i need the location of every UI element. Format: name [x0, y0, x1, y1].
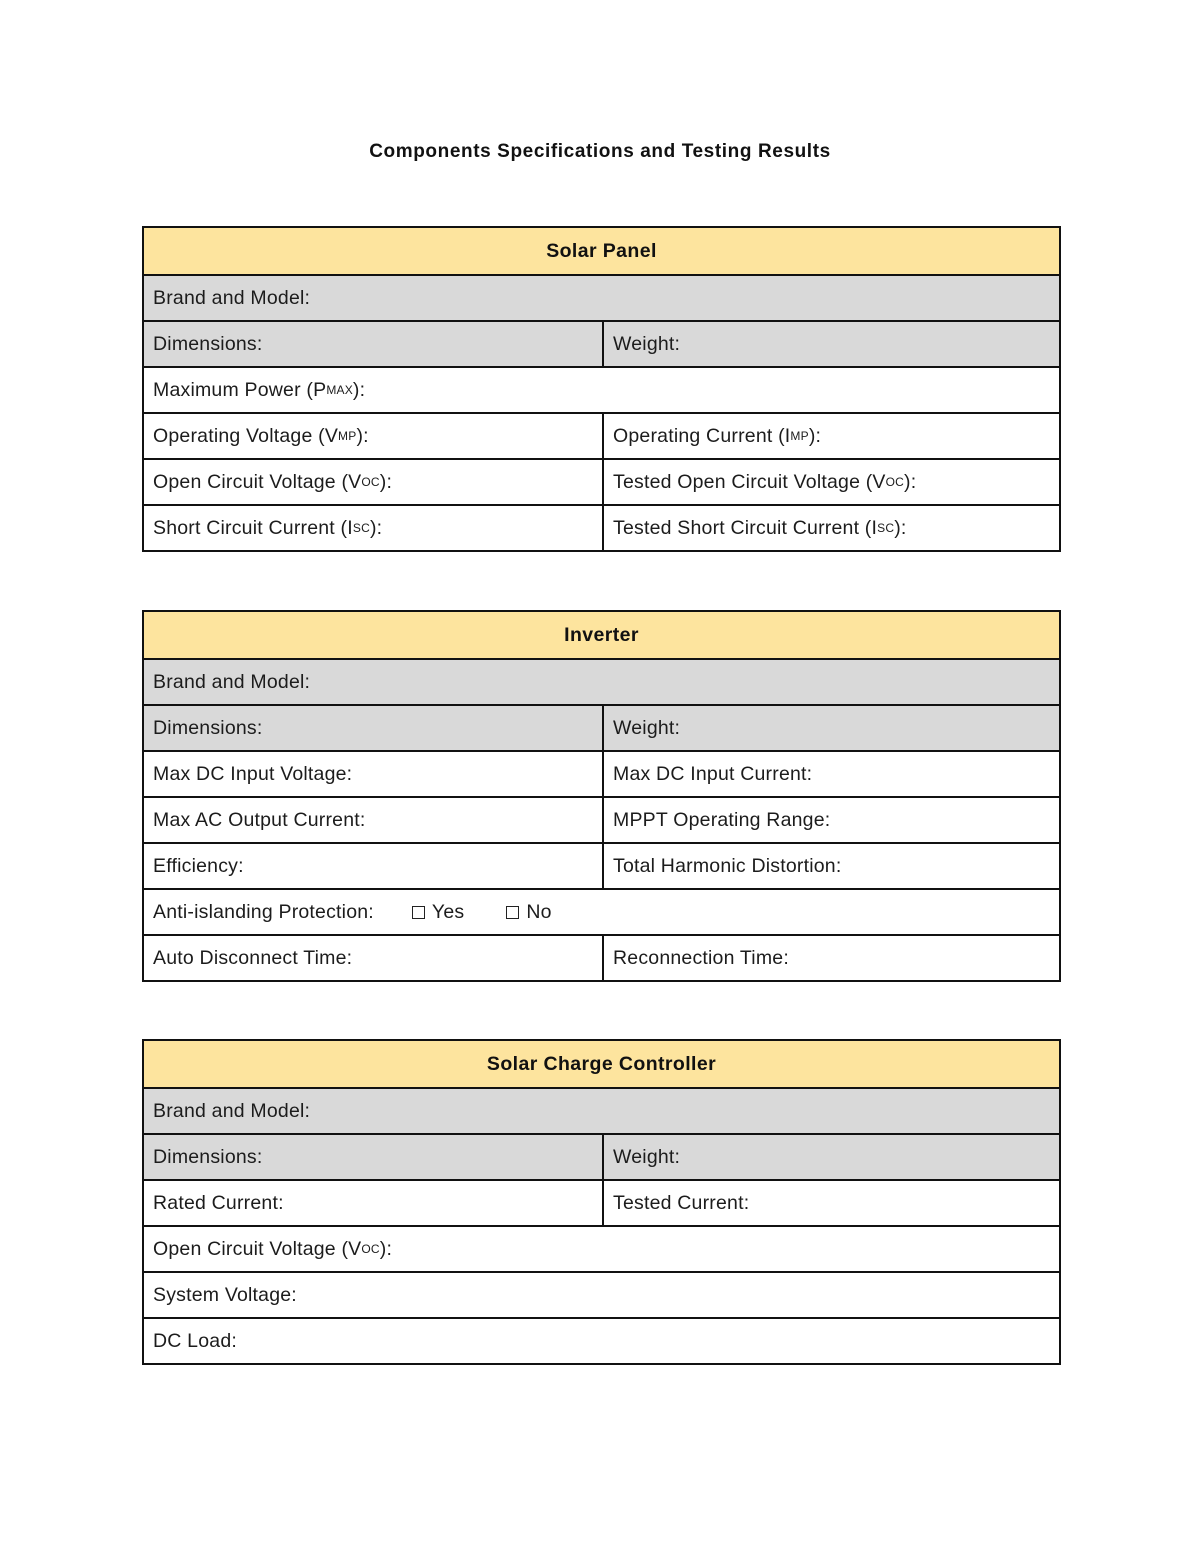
table-row — [144, 1271, 1059, 1317]
anti-islanding-label: Anti-islanding Protection: — [153, 900, 374, 923]
table-row — [144, 888, 1059, 934]
tested-current-field[interactable]: Tested Current: — [602, 1181, 1059, 1225]
table-row — [144, 320, 1059, 366]
page-title: Components Specifications and Testing Results — [369, 141, 831, 162]
solar-panel-table — [142, 226, 1061, 552]
table-row — [144, 1133, 1059, 1179]
checkbox-icon[interactable] — [412, 906, 425, 919]
total-harmonic-distortion-field[interactable]: Total Harmonic Distortion: — [602, 844, 1059, 888]
dimensions-field[interactable]: Dimensions: — [153, 716, 263, 739]
auto-disconnect-time-field[interactable]: Auto Disconnect Time: — [153, 946, 353, 969]
table-row — [144, 750, 1059, 796]
table-row — [144, 796, 1059, 842]
mppt-operating-range-field[interactable]: MPPT Operating Range: — [602, 798, 1059, 842]
inverter-table — [142, 610, 1061, 982]
section-title: Solar Charge Controller — [486, 1052, 717, 1075]
system-voltage-field[interactable]: System Voltage: — [153, 1283, 297, 1306]
max-power-field[interactable]: Maximum Power (P MAX ): — [153, 378, 366, 401]
short-circuit-current-field[interactable]: Short Circuit Current (I SC ): — [153, 516, 383, 539]
charge-controller-table — [142, 1039, 1061, 1365]
table-row — [144, 274, 1059, 320]
table-row — [144, 842, 1059, 888]
max-dc-input-voltage-field[interactable]: Max DC Input Voltage: — [153, 762, 353, 785]
table-row — [144, 934, 1059, 980]
table-row — [144, 1179, 1059, 1225]
weight-field[interactable]: Weight: — [602, 1135, 1059, 1179]
table-row — [144, 1087, 1059, 1133]
open-circuit-voltage-field[interactable]: Open Circuit Voltage (V OC ): — [153, 470, 393, 493]
table-row — [144, 366, 1059, 412]
brand-model-field[interactable]: Brand and Model: — [153, 286, 311, 309]
rated-current-field[interactable]: Rated Current: — [153, 1191, 284, 1214]
tested-open-circuit-voltage-field[interactable]: Tested Open Circuit Voltage (V OC ): — [602, 460, 1059, 504]
table-row — [144, 1225, 1059, 1271]
weight-field[interactable]: Weight: — [602, 706, 1059, 750]
section-header — [144, 612, 1059, 658]
table-row — [144, 412, 1059, 458]
weight-field[interactable]: Weight: — [602, 322, 1059, 366]
section-title: Inverter — [564, 623, 639, 646]
max-dc-input-current-field[interactable]: Max DC Input Current: — [602, 752, 1059, 796]
operating-current-field[interactable]: Operating Current (I MP ): — [602, 414, 1059, 458]
table-row — [144, 704, 1059, 750]
table-row — [144, 458, 1059, 504]
dimensions-field[interactable]: Dimensions: — [153, 1145, 263, 1168]
table-row — [144, 658, 1059, 704]
section-header — [144, 228, 1059, 274]
table-row — [144, 1317, 1059, 1363]
max-ac-output-current-field[interactable]: Max AC Output Current: — [153, 808, 366, 831]
brand-model-field[interactable]: Brand and Model: — [153, 670, 311, 693]
anti-islanding-no-option[interactable]: No — [506, 901, 551, 924]
checkbox-icon[interactable] — [506, 906, 519, 919]
efficiency-field[interactable]: Efficiency: — [153, 854, 244, 877]
brand-model-field[interactable]: Brand and Model: — [153, 1099, 311, 1122]
reconnection-time-field[interactable]: Reconnection Time: — [602, 936, 1059, 980]
dimensions-field[interactable]: Dimensions: — [153, 332, 263, 355]
anti-islanding-yes-option[interactable]: Yes — [412, 901, 464, 924]
section-title: Solar Panel — [546, 239, 657, 262]
operating-voltage-field[interactable]: Operating Voltage (V MP ): — [153, 424, 369, 447]
dc-load-field[interactable]: DC Load: — [153, 1329, 237, 1352]
anti-islanding-field — [144, 890, 1059, 934]
table-row — [144, 504, 1059, 550]
tested-short-circuit-current-field[interactable]: Tested Short Circuit Current (I SC ): — [602, 506, 1059, 550]
open-circuit-voltage-field[interactable]: Open Circuit Voltage (V OC ): — [153, 1237, 393, 1260]
section-header — [144, 1041, 1059, 1087]
